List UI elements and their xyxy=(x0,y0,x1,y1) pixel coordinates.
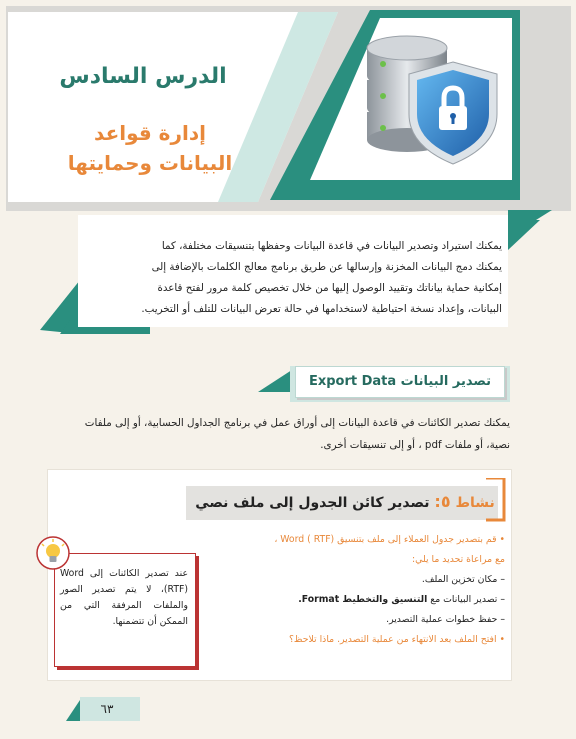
intro-paragraph xyxy=(86,236,502,320)
lesson-subtitle-line1: إدارة قواعد xyxy=(94,121,206,145)
intro-line: البيانات، وإعداد نسخة احتياطية لاستخدامها في حالة تعرض البيانات للتلف أو التخريب. xyxy=(141,303,502,315)
section-title: تصدير البيانات Export Data xyxy=(295,366,505,398)
activity-title-text: تصدير كائن الجدول إلى ملف نصي xyxy=(195,495,430,511)
intro-line: إمكانية حماية بياناتك وتقييد الوصول إليها من خلال تخصيص كلمة مرور لفتح قاعدة xyxy=(157,282,502,294)
activity-title xyxy=(190,484,500,520)
task-list xyxy=(190,530,505,650)
activity-label: نشاط xyxy=(455,495,495,511)
task-subitem-2: – تصدير البيانات مع التنسيق والتخطيط Format. xyxy=(298,594,505,605)
activity-number: ٥: xyxy=(434,492,451,511)
task-bullet-2: • افتح الملف بعد الانتهاء من عملية التصدير. ماذا تلاحظ؟ xyxy=(289,634,505,645)
section-paragraph xyxy=(50,412,510,456)
lightbulb-icon xyxy=(36,536,70,570)
intro-line: يمكنك استيراد وتصدير البيانات في قاعدة البيانات وحفظها بتنسيقات مختلفة، كما xyxy=(161,240,502,252)
task-subitem-3: – حفظ خطوات عملية التصدير. xyxy=(386,614,505,625)
section-line: يمكنك تصدير الكائنات في قاعدة البيانات إلى أوراق عمل في برنامج الجداول الحسابية، أو إلى ملفات xyxy=(84,417,510,429)
lesson-subtitle xyxy=(30,118,270,178)
task-bullet-1-continuation: مع مراعاة تحديد ما يلي: xyxy=(412,554,505,565)
task-subitem-1: – مكان تخزين الملف. xyxy=(421,574,505,585)
section-line: نصية، أو ملفات pdf ، أو إلى تنسيقات أخرى. xyxy=(320,439,510,451)
page-number: ٦٣ xyxy=(100,702,114,716)
lesson-subtitle-line2: البيانات وحمايتها xyxy=(67,151,233,175)
database-shield-lock-icon xyxy=(355,18,505,168)
task-bullet-1: • قم بتصدير جدول العملاء إلى ملف بتنسيق (RTF ) Word ، xyxy=(274,534,505,545)
intro-line: يمكنك دمج البيانات المخزنة وإرسالها عن طريق برنامج معالج الكلمات بالإضافة إلى xyxy=(151,261,502,273)
lesson-title: الدرس السادس xyxy=(59,64,227,89)
tip-text: عند تصدير الكائنات إلى Word (RTF)، لا يتم تصدير الصور والملفات المرفقة التي من الممكن أن تتضمنها. xyxy=(60,568,188,627)
